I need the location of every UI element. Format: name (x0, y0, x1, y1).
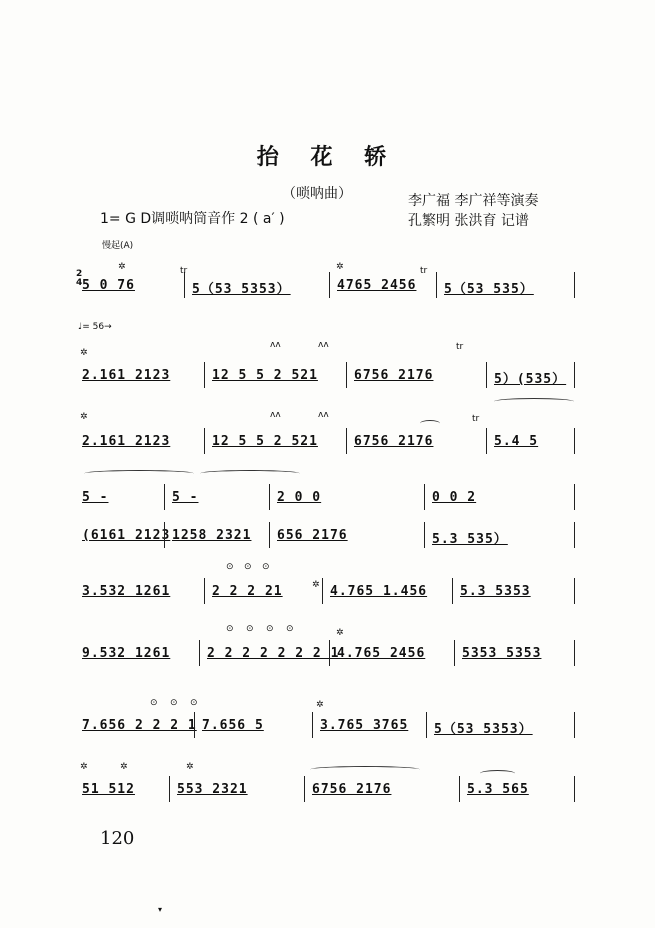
measure: 553 2321 (177, 782, 248, 797)
measure: 5 - (172, 490, 199, 505)
scan-mark: ▾ (158, 905, 163, 914)
measure: 12 5 5 2 521 (212, 368, 318, 383)
bar-line (194, 712, 195, 738)
flower-ornament: ✲ (316, 700, 324, 710)
flower-ornament: ✲ (336, 262, 344, 272)
measure: 2.161 2123 (82, 368, 171, 383)
circle-ornament: ⊙ (226, 562, 234, 572)
staff-line (74, 776, 574, 806)
tempo-instruction: 慢起(A) (102, 241, 134, 251)
transcriber-credit: 孔繁明 张洪育 记谱 (408, 213, 529, 229)
slur-mark (200, 470, 300, 477)
bar-line (574, 272, 575, 298)
measure: 5 - (82, 490, 109, 505)
bar-line (574, 362, 575, 388)
circle-ornament: ⊙ (244, 562, 252, 572)
bar-line (426, 712, 427, 738)
staff-line (74, 578, 574, 608)
measure: 6756 2176 (312, 782, 392, 797)
flower-ornament: ✲ (118, 262, 126, 272)
bar-line (322, 578, 323, 604)
measure: 3.765 3765 (320, 718, 409, 733)
trill-ornament: tr (180, 266, 188, 276)
measure: 2 2 2 2 2 2 2 1 (207, 646, 340, 661)
measure: 5.3 5353 (460, 584, 531, 599)
bar-line (424, 484, 425, 510)
bar-line (574, 712, 575, 738)
measure: 5 0 76 (82, 278, 135, 293)
bar-line (164, 484, 165, 510)
measure: 51 512 (82, 782, 135, 797)
circle-ornament: ⊙ (266, 624, 274, 634)
flower-ornament: ✲ (80, 762, 88, 772)
measure: 4765 2456 (337, 278, 417, 293)
circle-ornament: ⊙ (246, 624, 254, 634)
wave-ornament: ʌʌ (318, 410, 329, 420)
circle-ornament: ⊙ (226, 624, 234, 634)
flower-ornament: ✲ (80, 412, 88, 422)
bar-line (204, 362, 205, 388)
circle-ornament: ⊙ (190, 698, 198, 708)
page-title: 抬 花 轿 (256, 144, 399, 170)
staff-line (74, 362, 574, 392)
staff-line (74, 484, 574, 514)
slur-mark (84, 470, 194, 477)
measure: 6756 2176 (354, 434, 434, 449)
circle-ornament: ⊙ (150, 698, 158, 708)
page-number: 120 (100, 828, 135, 849)
circle-ornament: ⊙ (170, 698, 178, 708)
bar-line (574, 640, 575, 666)
measure: 1258 2321 (172, 528, 252, 543)
trill-ornament: tr (472, 414, 480, 424)
trill-ornament: tr (456, 342, 464, 352)
measure: 5（53 5353） (192, 282, 291, 297)
flower-ornament: ✲ (80, 348, 88, 358)
measure: 12 5 5 2 521 (212, 434, 318, 449)
bar-line (329, 272, 330, 298)
measure: 5.3 535） (432, 532, 508, 547)
flower-ornament: ✲ (312, 580, 320, 590)
mordent-ornament: ʌʌ (270, 340, 281, 350)
tempo-marking: ♩= 56→ (78, 322, 112, 332)
staff-line (74, 640, 574, 670)
circle-ornament: ⊙ (262, 562, 270, 572)
flower-ornament: ✲ (186, 762, 194, 772)
bar-line (164, 522, 165, 548)
bar-line (574, 522, 575, 548)
staff-line (74, 522, 574, 552)
measure: 7.656 5 (202, 718, 264, 733)
bar-line (452, 578, 453, 604)
mordent-ornament: ʌʌ (270, 410, 281, 420)
slur-mark (420, 420, 440, 427)
staff-line (74, 712, 574, 742)
bar-line (304, 776, 305, 802)
measure: 6756 2176 (354, 368, 434, 383)
bar-line (574, 776, 575, 802)
measure: 3.532 1261 (82, 584, 171, 599)
measure: 2.161 2123 (82, 434, 171, 449)
bar-line (424, 522, 425, 548)
measure: (6161 2123 (82, 528, 171, 543)
slur-mark (310, 766, 420, 773)
staff-line (74, 428, 574, 458)
bar-line (574, 484, 575, 510)
bar-line (574, 578, 575, 604)
bar-line (204, 578, 205, 604)
bar-line (574, 428, 575, 454)
bar-line (169, 776, 170, 802)
bar-line (329, 640, 330, 666)
genre-subtitle: （唢呐曲） (282, 186, 352, 202)
flower-ornament: ✲ (336, 628, 344, 638)
measure: 4.765 1.456 (330, 584, 428, 599)
measure: 5）(535） (494, 372, 567, 387)
measure: 9.532 1261 (82, 646, 171, 661)
wave-ornament: ʌʌ (318, 340, 329, 350)
bar-line (204, 428, 205, 454)
measure: 0 0 2 (432, 490, 477, 505)
measure: 7.656 2 2 2 1 (82, 718, 197, 733)
measure: 5.3 565 (467, 782, 529, 797)
key-signature: 1= G D调唢呐筒音作 2 ( a′ ) (100, 211, 285, 227)
measure: 2 0 0 (277, 490, 322, 505)
measure: 656 2176 (277, 528, 348, 543)
bar-line (199, 640, 200, 666)
slur-mark (494, 398, 574, 405)
bar-line (486, 428, 487, 454)
bar-line (486, 362, 487, 388)
measure: 4.765 2456 (337, 646, 426, 661)
performer-credit: 李广福 李广祥等演奏 (408, 193, 539, 209)
circle-ornament: ⊙ (286, 624, 294, 634)
measure: 5（53 5353） (434, 722, 533, 737)
measure: 5（53 535） (444, 282, 534, 297)
time-signature: 2 4 (76, 269, 83, 288)
measure: 2 2 2 21 (212, 584, 283, 599)
measure: 5353 5353 (462, 646, 542, 661)
bar-line (269, 522, 270, 548)
bar-line (459, 776, 460, 802)
bar-line (454, 640, 455, 666)
trill-ornament: tr (420, 266, 428, 276)
bar-line (436, 272, 437, 298)
bar-line (346, 428, 347, 454)
measure: 5.4 5 (494, 434, 539, 449)
bar-line (269, 484, 270, 510)
slur-mark (480, 770, 515, 777)
bar-line (346, 362, 347, 388)
bar-line (312, 712, 313, 738)
flower-ornament: ✲ (120, 762, 128, 772)
